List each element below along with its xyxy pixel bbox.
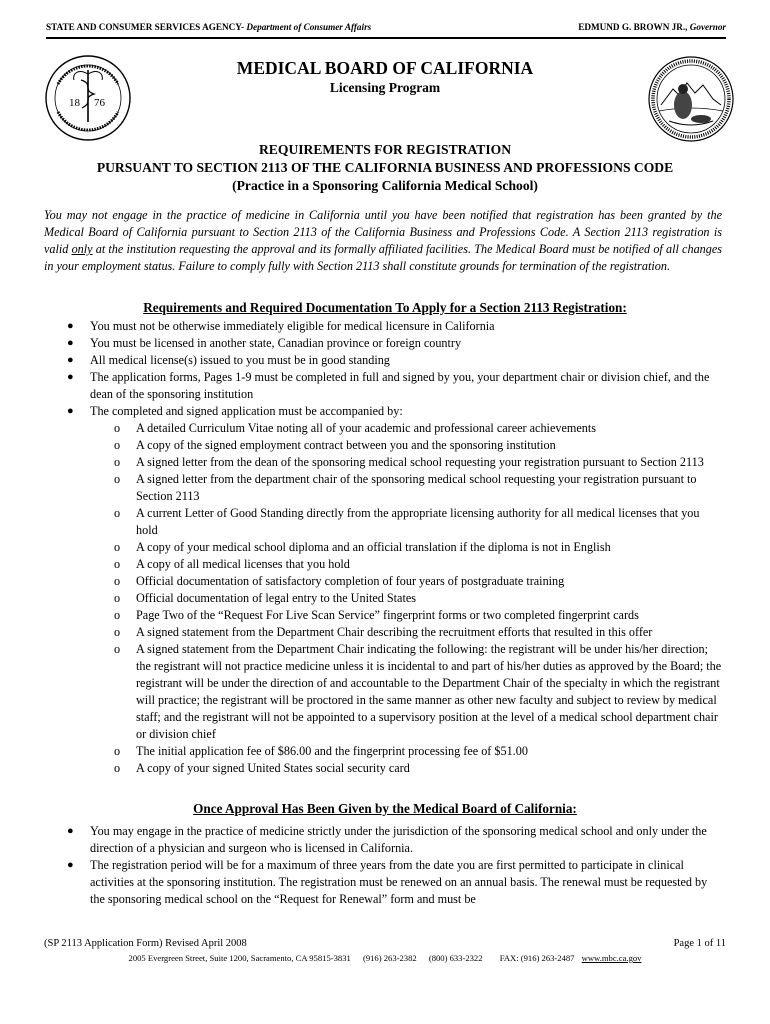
sub-item-text: A signed statement from the Department Chair indicating the following: the registrant will be under his/her direction; the registrant will not practice medicine unless it is incidental to and part of his/her duties as approved by the Board; the registrant will be under the direction of and accountable to the Department Chair of the specialty in which the registrant will practice; the registrant will be proctored in the same manner as other new faculty and subject to review by medical staff; and the registrant will not be appointed to a supervisory position at the level of a medical school department chair or division chief <box>136 642 722 741</box>
sub-list-item <box>90 505 724 539</box>
sub-bullet-icon: o <box>114 744 121 758</box>
intro-text-1: You may not engage in the practice of medicine in California until you have been notified that registration has been granted by the Medical Board of California pursuant to Section 2113 of the California Business and Professions Code. A Section 2113 registration is valid <box>44 208 722 256</box>
sub-bullet-icon: o <box>114 761 121 775</box>
requirements-list <box>64 318 724 777</box>
list-item-text: The application forms, Pages 1-9 must be completed in full and signed by you, your department chair or division chief, and the dean of the sponsoring institution <box>90 370 710 401</box>
heading-line-2: PURSUANT TO SECTION 2113 OF THE CALIFORNIA BUSINESS AND PROFESSIONS CODE <box>96 160 674 175</box>
list-item-text: All medical license(s) issued to you must be in good standing <box>90 353 390 367</box>
page-number: Page 1 of 11 <box>673 938 726 949</box>
sub-list-item <box>90 590 724 607</box>
list-item <box>64 335 724 352</box>
documentation-sublist <box>90 420 724 777</box>
list-item-text: The completed and signed application must be accompanied by: <box>90 404 403 418</box>
sub-item-text: A copy of all medical licenses that you hold <box>136 557 350 571</box>
sub-bullet-icon: o <box>114 506 121 520</box>
intro-paragraph <box>44 207 722 275</box>
form-id: (SP 2113 Application Form) Revised April 2008 <box>44 938 247 949</box>
list-item <box>64 403 724 777</box>
sub-bullet-icon: o <box>114 591 121 605</box>
sub-bullet-icon: o <box>114 421 121 435</box>
sub-list-item <box>90 437 724 454</box>
list-item-text: You may engage in the practice of medicine strictly under the jurisdiction of the sponsoring medical school and only under the direction of a physician and surgeon who is licensed in California. <box>90 824 707 855</box>
bullet-icon: ● <box>67 825 74 837</box>
bullet-icon: ● <box>67 405 74 417</box>
sub-list-item <box>90 420 724 437</box>
sub-bullet-icon: o <box>114 642 121 656</box>
sub-item-text: Official documentation of satisfactory completion of four years of postgraduate training <box>136 574 565 588</box>
approval-list <box>64 823 724 908</box>
sub-bullet-icon: o <box>114 438 121 452</box>
sub-bullet-icon: o <box>114 472 121 486</box>
sub-item-text: Official documentation of legal entry to the United States <box>136 591 417 605</box>
sub-item-text: A signed letter from the department chair of the sponsoring medical school requesting your registration pursuant to Section 2113 <box>136 472 697 503</box>
bullet-icon: ● <box>67 371 74 383</box>
sub-bullet-icon: o <box>114 625 121 639</box>
sub-list-item <box>90 573 724 590</box>
sub-bullet-icon: o <box>114 455 121 469</box>
intro-text-2: at the institution requesting the approval and its formally affiliated facilities. The Medical Board must be notified of all changes in your employment status. Failure to comply fully with Section 2113 shall constitute grounds for termination of the registration. <box>44 242 722 273</box>
sub-list-item <box>90 454 724 471</box>
seal-year-right: 76 <box>94 97 105 109</box>
sub-item-text: Page Two of the “Request For Live Scan Service” fingerprint forms or two completed fingerprint cards <box>136 608 639 622</box>
list-item <box>64 857 724 908</box>
sub-item-text: The initial application fee of $86.00 and the fingerprint processing fee of $51.00 <box>136 744 528 758</box>
sub-item-text: A signed letter from the dean of the sponsoring medical school requesting your registration pursuant to Section 2113 <box>136 455 704 469</box>
department-name: Department of Consumer Affairs <box>246 22 372 32</box>
heading-line-3: (Practice in a Sponsoring California Medical School) <box>232 178 538 193</box>
phone-local: (916) 263-2382 <box>362 953 417 963</box>
sub-list-item <box>90 641 724 743</box>
sub-list-item <box>90 743 724 760</box>
program-subtitle: Licensing Program <box>329 80 441 95</box>
bullet-icon: ● <box>67 320 74 332</box>
governor-title: Governor <box>689 22 726 32</box>
requirements-heading <box>0 141 770 195</box>
page-footer <box>44 938 726 949</box>
fax-number: FAX: (916) 263-2487 <box>499 953 575 963</box>
sub-item-text: A copy of your signed United States social security card <box>136 761 410 775</box>
sub-item-text: A copy of your medical school diploma and an official translation if the diploma is not in English <box>136 540 611 554</box>
sub-item-text: A detailed Curriculum Vitae noting all of your academic and professional career achievements <box>136 421 596 435</box>
address: 2005 Evergreen Street, Suite 1200, Sacramento, CA 95815-3831 <box>128 953 351 963</box>
seal-year-left: 18 <box>69 97 80 109</box>
list-item-text: You must be licensed in another state, Canadian province or foreign country <box>90 336 462 350</box>
section-requirements-heading: Requirements and Required Documentation To Apply for a Section 2113 Registration: <box>143 300 627 315</box>
list-item <box>64 369 724 403</box>
sub-list-item <box>90 471 724 505</box>
agency-line <box>46 22 371 32</box>
sub-list-item <box>90 760 724 777</box>
contact-footer <box>0 953 770 963</box>
sub-item-text: A current Letter of Good Standing directly from the appropriate licensing authority for all medical licenses that you hold <box>136 506 700 537</box>
sub-list-item <box>90 607 724 624</box>
sub-bullet-icon: o <box>114 557 121 571</box>
sub-list-item <box>90 624 724 641</box>
sub-bullet-icon: o <box>114 574 121 588</box>
sub-item-text: A signed statement from the Department Chair describing the recruitment efforts that resulted in this offer <box>136 625 653 639</box>
governor-name: EDMUND G. BROWN JR., <box>578 22 688 32</box>
section-approval-heading: Once Approval Has Been Given by the Medical Board of California: <box>193 801 577 816</box>
sub-list-item <box>90 539 724 556</box>
bullet-icon: ● <box>67 337 74 349</box>
bullet-icon: ● <box>67 859 74 871</box>
list-item-text: The registration period will be for a maximum of three years from the date you are first permitted to participate in clinical activities at the sponsoring institution. The registration must be renewed on an annual basis. The renewal must be requested by the sponsoring medical school on the “Request for Renewal” form and must be <box>90 858 708 906</box>
sub-list-item <box>90 556 724 573</box>
governor-line <box>578 22 726 32</box>
header-rule <box>46 37 726 39</box>
intro-emphasis: only <box>71 242 93 256</box>
phone-tollfree: (800) 633-2322 <box>428 953 483 963</box>
bullet-icon: ● <box>67 354 74 366</box>
list-item <box>64 318 724 335</box>
board-title: MEDICAL BOARD OF CALIFORNIA <box>236 58 534 78</box>
agency-header <box>46 22 726 36</box>
website-link[interactable]: www.mbc.ca.gov <box>581 953 642 963</box>
agency-name: STATE AND CONSUMER SERVICES AGENCY- <box>46 22 245 32</box>
list-item <box>64 823 724 857</box>
heading-line-1: REQUIREMENTS FOR REGISTRATION <box>258 142 512 157</box>
list-item <box>64 352 724 369</box>
sub-bullet-icon: o <box>114 540 121 554</box>
sub-item-text: A copy of the signed employment contract between you and the sponsoring institution <box>136 438 556 452</box>
sub-bullet-icon: o <box>114 608 121 622</box>
list-item-text: You must not be otherwise immediately eligible for medical licensure in California <box>90 319 495 333</box>
